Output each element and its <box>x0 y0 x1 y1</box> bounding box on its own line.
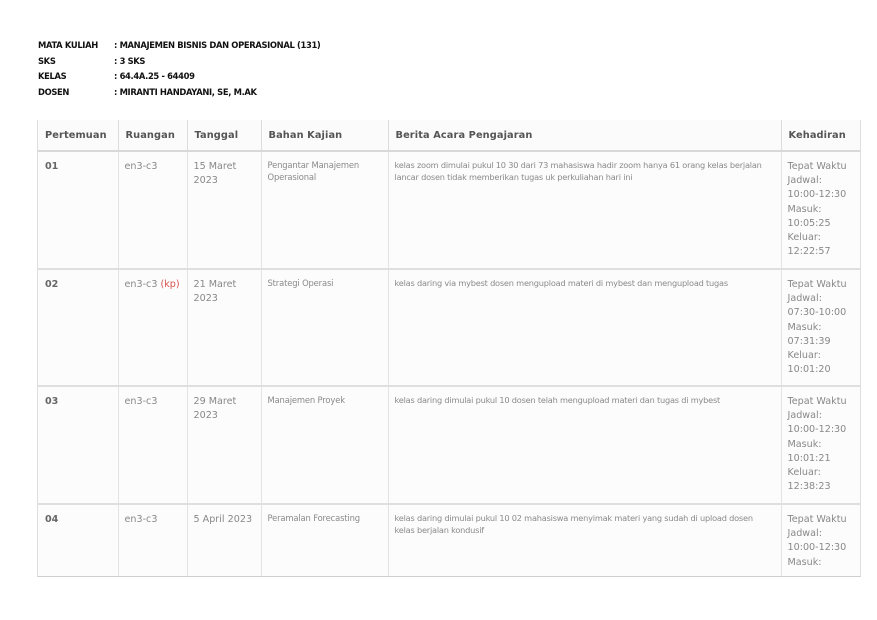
course-info <box>38 38 320 100</box>
cell-ruangan <box>118 269 187 386</box>
cell-ruangan <box>118 386 187 504</box>
ruangan-value: en3-c3 <box>124 514 158 525</box>
col-header-ruangan: Ruangan <box>118 120 187 151</box>
keluar-label: Keluar: <box>787 232 821 244</box>
keluar-label: Keluar: <box>787 350 821 362</box>
masuk-value: 07:31:39 <box>787 335 831 347</box>
table-row <box>38 269 860 386</box>
kelas-label: KELAS <box>38 71 67 81</box>
col-header-berita-acara: Berita Acara Pengajaran <box>388 120 781 151</box>
jadwal-label: Jadwal: <box>787 528 822 540</box>
jadwal-value: 10:00-12:30 <box>787 424 847 436</box>
attendance-table <box>38 120 860 577</box>
cell-kehadiran <box>781 504 860 577</box>
col-header-tanggal: Tanggal <box>187 120 261 151</box>
cell-tanggal: 15 Maret 2023 <box>187 151 261 269</box>
cell-kehadiran <box>781 269 860 386</box>
kehadiran-status: Tepat Waktu <box>787 514 847 525</box>
dosen-value: : MIRANTI HANDAYANI, SE, M.AK <box>114 86 257 97</box>
keluar-value: 12:22:57 <box>787 246 831 258</box>
kehadiran-status: Tepat Waktu <box>787 161 847 172</box>
attendance-table-container <box>37 120 861 577</box>
cell-pertemuan: 01 <box>38 151 118 269</box>
info-row-dosen <box>38 85 320 101</box>
cell-bahan-kajian: Manajemen Proyek <box>261 386 388 504</box>
col-header-pertemuan: Pertemuan <box>38 120 118 151</box>
jadwal-label: Jadwal: <box>787 175 822 187</box>
cell-berita-acara: kelas daring dimulai pukul 10 02 mahasiswa menyimak materi yang sudah di upload dosen kelas berjalan kondusif <box>388 504 781 577</box>
table-row <box>38 504 860 577</box>
cell-ruangan <box>118 504 187 577</box>
table-row <box>38 151 860 269</box>
masuk-label: Masuk: <box>787 556 822 568</box>
cell-ruangan <box>118 151 187 269</box>
cell-berita-acara: kelas zoom dimulai pukul 10 30 dari 73 mahasiswa hadir zoom hanya 61 orang kelas berjalan lancar dosen tidak memberikan tugas uk perkuliahan hari ini <box>388 151 781 269</box>
cell-tanggal: 21 Maret 2023 <box>187 269 261 386</box>
jadwal-label: Jadwal: <box>787 293 822 305</box>
kelas-value: : 64.4A.25 - 64409 <box>114 71 195 81</box>
keluar-value: 12:38:23 <box>787 481 831 493</box>
cell-kehadiran <box>781 151 860 269</box>
cell-pertemuan: 04 <box>38 504 118 577</box>
info-row-mata-kuliah <box>38 38 320 54</box>
cell-bahan-kajian: Strategi Operasi <box>261 269 388 386</box>
cell-bahan-kajian: Peramalan Forecasting <box>261 504 388 577</box>
cell-tanggal: 29 Maret 2023 <box>187 386 261 504</box>
col-header-bahan-kajian: Bahan Kajian <box>261 120 388 151</box>
col-header-kehadiran: Kehadiran <box>781 120 860 151</box>
jadwal-label: Jadwal: <box>787 410 822 422</box>
table-row <box>38 386 860 504</box>
sks-label: SKS <box>38 55 56 66</box>
jadwal-value: 10:00-12:30 <box>787 189 847 201</box>
cell-pertemuan: 02 <box>38 269 118 386</box>
kehadiran-status: Tepat Waktu <box>787 396 847 407</box>
cell-tanggal: 5 April 2023 <box>187 504 261 577</box>
masuk-value: 10:05:25 <box>787 217 831 229</box>
table-header-row <box>38 120 860 151</box>
ruangan-value: en3-c3 <box>124 396 158 407</box>
kehadiran-status: Tepat Waktu <box>787 279 847 290</box>
cell-pertemuan: 03 <box>38 386 118 504</box>
cell-kehadiran <box>781 386 860 504</box>
keluar-value: 10:01:20 <box>787 364 831 376</box>
ruangan-kp-tag: (kp) <box>160 279 180 290</box>
jadwal-value: 07:30-10:00 <box>787 307 847 319</box>
sks-value: : 3 SKS <box>114 55 146 66</box>
masuk-value: 10:01:21 <box>787 452 831 464</box>
masuk-label: Masuk: <box>787 438 822 450</box>
info-row-kelas <box>38 69 320 85</box>
info-row-sks <box>38 54 320 70</box>
cell-berita-acara: kelas daring via mybest dosen mengupload materi di mybest dan mengupload tugas <box>388 269 781 386</box>
masuk-label: Masuk: <box>787 321 822 333</box>
ruangan-value: en3-c3 <box>124 161 158 172</box>
keluar-label: Keluar: <box>787 467 821 479</box>
jadwal-value: 10:00-12:30 <box>787 542 847 554</box>
ruangan-value: en3-c3 <box>124 279 158 290</box>
mata-kuliah-value: : MANAJEMEN BISNIS DAN OPERASIONAL (131) <box>114 40 321 50</box>
mata-kuliah-label: MATA KULIAH <box>38 40 98 50</box>
dosen-label: DOSEN <box>38 86 70 97</box>
masuk-label: Masuk: <box>787 203 822 215</box>
cell-bahan-kajian: Pengantar Manajemen Operasional <box>261 151 388 269</box>
cell-berita-acara: kelas daring dimulai pukul 10 dosen telah mengupload materi dan tugas di mybest <box>388 386 781 504</box>
